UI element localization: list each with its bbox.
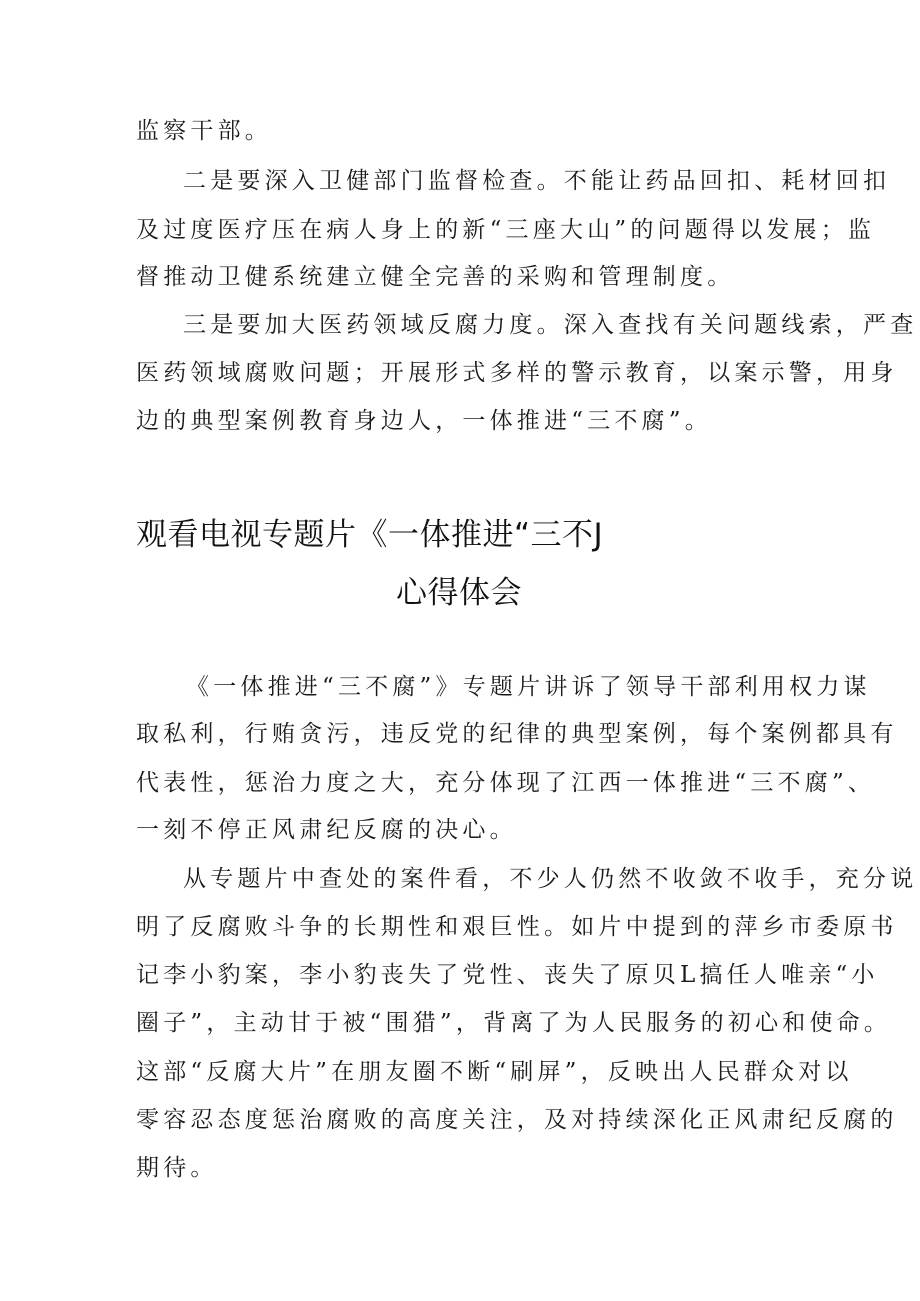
paragraph-line: 圈子”，主动甘于被“围猎”，背离了为人民服务的初心和使命。 [136,1010,892,1036]
paragraph-line: 明了反腐败斗争的长期性和艰巨性。如片中提到的萍乡市委原书 [136,914,898,940]
paragraph-line: 督推动卫健系统建立健全完善的采购和管理制度。 [136,264,735,290]
paragraph-line: 取私利，行贿贪污，违反党的纪律的典型案例，每个案例都具有 [136,721,898,747]
paragraph-line: 《一体推进“三不腐”》专题片讲诉了领导干部利用权力谋 [186,674,871,700]
paragraph-line: 医药领域腐败问题；开展形式多样的警示教育，以案示警，用身 [136,360,898,386]
heading-line-2: 心得体会 [396,575,522,611]
paragraph-line: 三是要加大医药领域反腐力度。深入查找有关问题线索，严查 [183,312,918,338]
paragraph-line: 这部“反腐大片”在朋友圈不断“刷屏”，反映出人民群众对以 [136,1059,853,1085]
paragraph-line: 监察干部。 [136,118,272,144]
paragraph-line: 及过度医疗压在病人身上的新“三座大山”的问题得以发展；监 [136,217,876,243]
paragraph-line: 期待。 [136,1155,218,1181]
paragraph-line: 零容忍态度惩治腐败的高度关注，及对持续深化正风肃纪反腐的 [136,1107,898,1133]
paragraph-line: 记李小豹案，李小豹丧失了党性、丧失了原贝L搞任人唯亲“小 [136,962,879,988]
paragraph-line: 一刻不停正风肃纪反腐的决心。 [136,817,517,843]
paragraph-line: 从专题片中查处的案件看，不少人仍然不收敛不收手，充分说 [183,866,918,892]
paragraph-line: 代表性，惩治力度之大，充分体现了江西一体推进“三不腐”、 [136,770,876,796]
paragraph-line: 边的典型案例教育身边人，一体推进“三不腐”。 [136,408,712,434]
heading-line-1: 观看电视专题片《一体推进“三不J [136,517,604,553]
paragraph-line: 二是要深入卫健部门监督检查。不能让药品回扣、耗材回扣 [183,168,891,194]
